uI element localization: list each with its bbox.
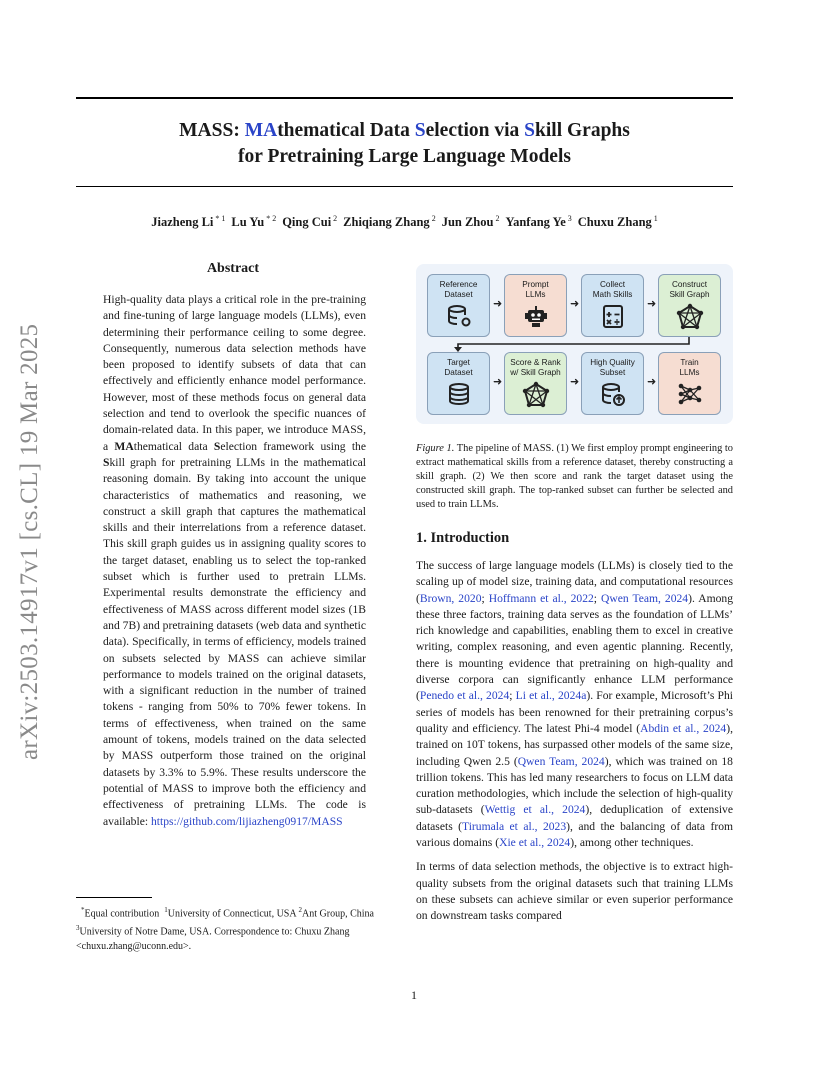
step-label: Target — [447, 358, 470, 367]
citation-link[interactable]: Xie et al., 2024 — [499, 836, 571, 850]
intro-paragraph-1 — [416, 558, 733, 851]
database-icon — [428, 381, 489, 410]
step-label: Skill Graph — [669, 290, 710, 299]
title-text: MASS: — [179, 120, 245, 141]
citation-link[interactable]: Penedo et al., 2024 — [419, 689, 510, 703]
intro-text: ), among other techniques. — [570, 836, 694, 850]
graph-icon — [505, 381, 566, 412]
citation-link[interactable]: Tirumala et al., 2023 — [462, 819, 567, 833]
pipeline-step-top-4 — [658, 274, 721, 337]
abstract-body: High-quality data plays a critical role in the pre-training and fine-tuning of large language models (LLMs), even determining their performance ceiling to some degree. Consequently, numerous data selection methods have been proposed to identify subsets of data that can effectively and efficiently enhance model performance. However, most of these methods focus on general data selection and tend to overlook the specific nuances of domain-related data. In this paper, we introduce MASS, a MAthematical data Selection framework using the Skill graph for pretraining LLMs in the mathematical reasoning domain. By taking into account the unique characteristics of mathematics and reasoning, we construct a skill graph that captures the mathematical skills and their interrelations from a reference dataset. This skill graph guides us in assigning quality scores to the target dataset, enabling us to select the top-ranked subset which is further used to pretrain LLMs. Experimental results demonstrate the efficiency and effectiveness of MASS across different model sizes (1B and 7B) and pretraining datasets (web data and synthetic data). Specifically, in terms of efficiency, models trained on subsets selected by MASS can achieve similar performance to models trained on the original datasets, with a significant reduction in the number of trained tokens - ranging from 50% to 70% fewer tokens. In terms of effectiveness, when trained on the same amount of tokens, models trained on the data selected by MASS outperform those trained on the original datasets by 3.3% to 5.9%. These results underscore the potential of MASS to improve both the efficiency and effectiveness of pretraining LLMs. The code is available: https://github.com/lijiazheng0917/MASS — [103, 293, 366, 828]
title-text: election via — [425, 120, 525, 141]
step-label: Prompt — [522, 280, 549, 289]
author-name: Lu Yu $^{* 2}$ — [231, 214, 277, 230]
pipeline-step-top-1 — [427, 274, 490, 337]
page-number: 1 — [411, 988, 417, 1002]
step-label: Math Skills — [592, 290, 633, 299]
title-highlight-letter: S — [414, 120, 426, 141]
paper-title — [76, 118, 733, 170]
author-name: Yanfang Ye $^3$ — [505, 214, 572, 230]
pipeline-step-bottom-2 — [504, 352, 567, 415]
title-rule-bottom — [76, 186, 733, 187]
title-highlight-letter: MA — [244, 120, 278, 141]
citation-link[interactable]: Qwen Team, 2024 — [601, 591, 689, 605]
pipeline-step-top-2 — [504, 274, 567, 337]
step-label: LLMs — [525, 290, 546, 299]
author-name: Jun Zhou $^2$ — [441, 214, 500, 230]
intro-text: ; — [509, 689, 516, 703]
step-label: Subset — [599, 368, 626, 377]
citation-link[interactable]: Wettig et al., 2024 — [484, 803, 586, 817]
title-text: thematical Data — [277, 120, 415, 141]
abstract-heading: Abstract — [206, 261, 260, 276]
pipeline-step-bottom-1 — [427, 352, 490, 415]
citation-link[interactable]: Hoffmann et al., 2022 — [488, 591, 594, 605]
step-label: Dataset — [444, 290, 473, 299]
graph-icon — [659, 303, 720, 334]
step-label: Reference — [439, 280, 478, 289]
flow-arrow-icon: ➜ — [493, 375, 503, 388]
intro-text: ; — [593, 591, 601, 605]
flow-arrow-icon: ➜ — [493, 297, 503, 310]
step-label: LLMs — [679, 368, 700, 377]
pipeline-step-bottom-4 — [658, 352, 721, 415]
intro-text: ). For example, Microsoft’s Phi series of models has been renowned for their pretraining corpus’s quality and efficiency. The latest Phi-4 model ( — [416, 689, 733, 735]
pipeline-figure — [416, 264, 733, 424]
intro-text: ; — [481, 591, 489, 605]
step-label: Train — [680, 358, 699, 367]
section-heading-introduction: 1. Introduction — [416, 530, 510, 546]
pipeline-step-top-3 — [581, 274, 644, 337]
author-name: Jiazheng Li $^{* 1}$ — [151, 214, 226, 230]
calculator-icon — [582, 303, 643, 332]
arxiv-stamp: arXiv:2503.14917v1 [cs.CL] 19 Mar 2025 — [16, 323, 43, 760]
intro-text: The success of large language models (LLMs) is closely tied to the scaling up of model size, training data, and computational resources ( — [416, 559, 733, 605]
title-line-1 — [76, 118, 733, 144]
title-highlight-letter: S — [524, 120, 536, 141]
author-name: Qing Cui $^2$ — [282, 214, 338, 230]
flow-arrow-icon: ➜ — [647, 297, 657, 310]
title-line-2: for Pretraining Large Language Models — [238, 146, 571, 167]
footnote: *Equal contribution $^1$University of Connecticut, USA $^2$Ant Group, China $^3$University of Notre Dame, USA. Correspondence to: Chuxu Zhang <chuxu.zhang@uconn.edu>. — [76, 906, 374, 952]
citation-link[interactable]: Abdin et al., 2024 — [640, 721, 727, 735]
title-text: kill Graphs — [535, 120, 630, 141]
author-list — [76, 214, 733, 230]
step-label: Construct — [671, 280, 708, 289]
intro-paragraph-2: In terms of data selection methods, the objective is to extract high-quality subsets from the original datasets such that training LLMs on these subsets can achieve similar or even superior performance on downstream tasks compared — [416, 860, 733, 923]
pipeline-step-bottom-3 — [581, 352, 644, 415]
database-upload-icon — [582, 381, 643, 410]
step-label: Collect — [599, 280, 626, 289]
intro-text: ), trained on 10T tokens, has surpassed other models of the same size, including Qwen 2.5 ( — [416, 721, 733, 768]
introduction-body — [416, 558, 733, 933]
network-icon — [659, 381, 720, 410]
step-label: Dataset — [444, 368, 473, 377]
flow-arrow-icon: ➜ — [570, 297, 580, 310]
author-name: Zhiqiang Zhang $^2$ — [343, 214, 436, 230]
citation-link[interactable]: Brown, 2020 — [419, 591, 482, 605]
intro-text: ). Among these three factors, training data serves as the foundation of LLMs’ rich knowledge and capabilities, enabling them to excel in creative writing, complex reasoning, and even agentic planning. Recently, there is mounting evidence that pretraining on high-quality and diverse corpora can significantly enhance LLM performance ( — [416, 591, 733, 703]
citation-link[interactable]: Li et al., 2024a — [515, 689, 587, 703]
database-gear-icon — [428, 303, 489, 332]
intro-text: ), and the balancing of data from various domains ( — [416, 819, 734, 850]
author-name: Chuxu Zhang $^1$ — [577, 214, 658, 230]
intro-text: ), deduplication of extensive datasets ( — [416, 803, 733, 833]
step-label: Score & Rank — [510, 358, 561, 367]
citation-link[interactable]: Qwen Team, 2024 — [517, 754, 605, 768]
code-link[interactable]: https://github.com/lijiazheng0917/MASS — [150, 814, 343, 828]
figure-caption: Figure 1. The pipeline of MASS. (1) We first employ prompt engineering to extract mathematical skills from a reference dataset, thereby constructing a skill graph. (2) We then score and rank the target dataset using the constructed skill graph. The top-ranked subset can further be selected and used to train LLMs. — [416, 443, 733, 510]
robot-icon — [505, 303, 566, 332]
step-label: w/ Skill Graph — [510, 368, 561, 377]
intro-text: ), which was trained on 18 trillion tokens. This has led many researchers to focus on LLM data curation methodologies, which include the selection of high-quality sub-datasets ( — [416, 754, 733, 817]
step-label: High Quality — [590, 358, 635, 367]
flow-arrow-icon: ➜ — [570, 375, 580, 388]
flow-arrow-icon: ➜ — [647, 375, 657, 388]
footnote-rule — [76, 897, 152, 898]
title-rule-top — [76, 97, 733, 99]
